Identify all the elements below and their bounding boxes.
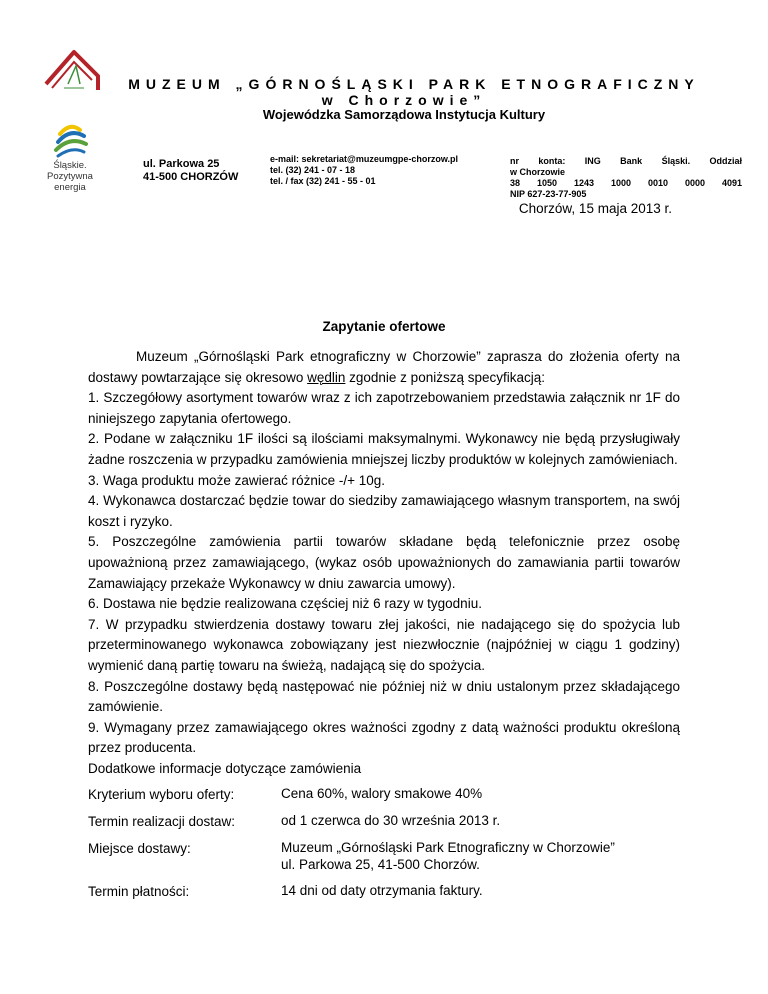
spec-item-3: 3. Waga produktu może zawierać różnice -/+ 10g. bbox=[88, 472, 386, 488]
spec-item-7: 7. W przypadku stwierdzenia dostawy towaru złej jakości, nie nadającego się do spożycia lub przeterminowanego wykonawca zobowiązany jest niezwłocznie (najpóźniej w ciągu 1 godziny) wymienić daną partię towaru na świeżą, nadającą się do spożycia. bbox=[88, 616, 680, 673]
spec-item-4: 4. Wykonawca dostarczać będzie towar do siedziby zamawiającego własnym transportem, na swój koszt i ryzyko. bbox=[88, 493, 680, 529]
spec-item-1: 1. Szczegółowy asortyment towarów wraz z ich zapotrzebowaniem przedstawia załącznik nr 1F do niniejszego zapytania ofertowego. bbox=[88, 390, 680, 426]
spec-item-2: 2. Podane w załączniku 1F ilości są ilościami maksymalnymi. Wykonawcy nie będą przysługiwały żadne roszczenia w przypadku zamówienia mniejszej liczby produktów w kolejnych zamówieniach. bbox=[88, 431, 680, 467]
nip-number: NIP 627-23-77-905 bbox=[510, 189, 587, 199]
detail-value bbox=[281, 839, 680, 873]
intro-paragraph bbox=[88, 347, 680, 388]
detail-label: Termin płatności: bbox=[88, 883, 190, 899]
contact-email: e-mail: sekretariat@muzeumgpe-chorzow.pl bbox=[270, 154, 458, 164]
spec-item-6: 6. Dostawa nie będzie realizowana częściej niż 6 razy w tygodniu. bbox=[88, 596, 482, 612]
spec-item-9: 9. Wymagany przez zamawiającego okres ważności zgodny z datą ważności produktu określoną przez producenta. bbox=[88, 719, 680, 756]
detail-label: Kryterium wyboru oferty: bbox=[88, 787, 235, 803]
bank-info bbox=[510, 156, 742, 200]
museum-name-line1: MUZEUM „GÓRNOŚLĄSKI PARK ETNOGRAFICZNY bbox=[128, 76, 700, 92]
museum-address bbox=[143, 158, 238, 184]
document-date: Chorzów, 15 maja 2013 r. bbox=[518, 201, 672, 216]
institution-name: Wojewódzka Samorządowa Instytucja Kultury bbox=[262, 107, 546, 122]
detail-label: Termin realizacji dostaw: bbox=[88, 814, 236, 830]
bank-line-1: nr konta: ING Bank Śląski. Oddział bbox=[510, 156, 742, 166]
intro-underlined-word: wędlin bbox=[307, 369, 346, 385]
spec-item-8: 8. Poszczególne dostawy będą następować nie później niż w dniu ustalonym przez składającego zamówienie. bbox=[88, 678, 680, 715]
address-city: 41-500 CHORZÓW bbox=[143, 171, 239, 183]
bank-account-number: 38 1050 1243 1000 0010 0000 4091 bbox=[510, 178, 742, 188]
detail-value: od 1 czerwca do 30 września 2013 r. bbox=[281, 813, 501, 829]
delivery-place-line-2: ul. Parkowa 25, 41-500 Chorzów. bbox=[281, 856, 480, 872]
additional-info-title: Dodatkowe informacje dotyczące zamówienia bbox=[88, 760, 362, 776]
delivery-place-line-1: Muzeum „Górnośląski Park Etnograficzny w Chorzowie” bbox=[281, 839, 615, 855]
contact-info bbox=[270, 154, 458, 187]
spec-item-5: 5. Poszczególne zamówienia partii towarów składane będą telefonicznie przez osobę upoważnioną przez zamawiającego, (wykaz osób upoważnionych do zamawiania partii towarów Zamawiający przekaże Wykonawcy w dniu zawarcia umowy). bbox=[88, 534, 680, 591]
detail-row-place bbox=[88, 839, 680, 873]
document-title: Zapytanie ofertowe bbox=[322, 319, 446, 334]
detail-row-term bbox=[88, 812, 680, 833]
museum-name-line2: w Chorzowie” bbox=[321, 92, 487, 108]
slaskie-logo bbox=[30, 120, 110, 193]
detail-row-payment bbox=[88, 882, 680, 903]
contact-fax: tel. / fax (32) 241 - 55 - 01 bbox=[270, 176, 376, 186]
address-street: ul. Parkowa 25 bbox=[143, 158, 220, 170]
slaskie-logo-text-1: Śląskie. bbox=[53, 160, 87, 171]
detail-row-criteria bbox=[88, 785, 680, 806]
slaskie-logo-text bbox=[30, 160, 110, 193]
detail-value: 14 dni od daty otrzymania faktury. bbox=[281, 882, 483, 898]
intro-text-before: Muzeum „Górnośląski Park etnograficzny w Chorzowie” zaprasza do złożenia oferty na dostawy powtarzające się okresowo bbox=[88, 349, 680, 385]
slaskie-logo-text-2: Pozytywna energia bbox=[47, 171, 93, 193]
detail-label: Miejsce dostawy: bbox=[88, 840, 191, 856]
document-body bbox=[88, 347, 680, 902]
bank-line-2: w Chorzowie bbox=[510, 167, 566, 177]
contact-phone: tel. (32) 241 - 07 - 18 bbox=[270, 165, 356, 175]
intro-text-after: zgodnie z poniższą specyfikacją: bbox=[345, 369, 545, 385]
detail-value: Cena 60%, walory smakowe 40% bbox=[281, 786, 483, 802]
